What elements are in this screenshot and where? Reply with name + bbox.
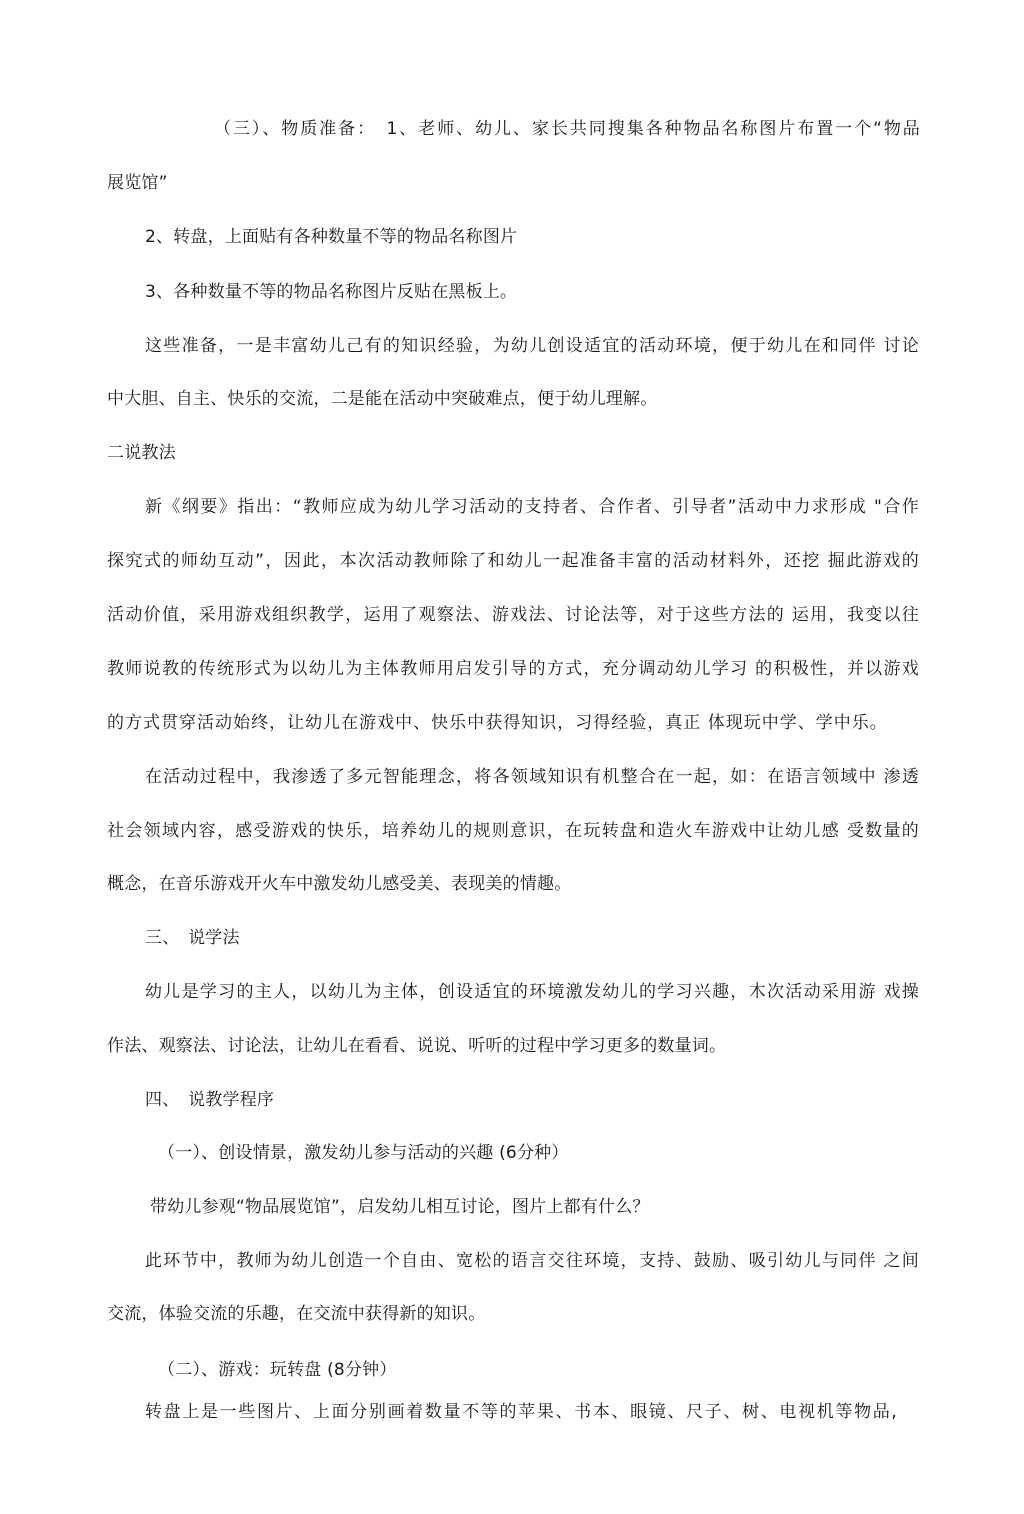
text-line: 展览馆” <box>107 173 168 193</box>
text-line: 3、各种数量不等的物品名称图片反贴在黑板上。 <box>145 282 518 302</box>
text-line: 交流，体验交流的乐趣，在交流中获得新的知识。 <box>107 1304 486 1324</box>
text-line: 此环节中，教师为幼儿创造一个自由、宽松的语言交往环境，支持、鼓励、吸引幼儿与同伴 之间 <box>145 1251 919 1271</box>
section-heading: 二说教法 <box>107 443 176 463</box>
text-line: 教师说教的传统形式为以幼儿为主体教师用启发引导的方式，充分调动幼儿学习 的积极性，并以游戏 <box>107 659 919 679</box>
text-line: 新《纲要》指出：“教师应成为幼儿学习活动的支持者、合作者、引导者”活动中力求形成 "合作 <box>145 497 919 517</box>
text-line: 社会领域内容，感受游戏的快乐，培养幼儿的规则意识，在玩转盘和造火车游戏中让幼儿感 受数量的 <box>107 821 919 841</box>
text-line: 转盘上是一些图片、上面分别画着数量不等的苹果、书本、眼镜、尺子、树、电视机等物品, <box>145 1402 897 1422</box>
section-heading: 三、 说学法 <box>145 928 240 948</box>
text-line: 的方式贯穿活动始终，让幼儿在游戏中、快乐中获得知识，习得经验，真正 体现玩中学、学中乐。 <box>107 713 887 733</box>
text-line: 中大胆、自主、快乐的交流，二是能在活动中突破难点，便于幼儿理解。 <box>107 389 658 409</box>
text-line: 概念，在音乐游戏开火车中激发幼儿感受美、表现美的情趣。 <box>107 874 572 894</box>
text-line: 作法、观察法、讨论法，让幼儿在看看、说说、听听的过程中学习更多的数量词。 <box>107 1036 727 1056</box>
text-line: 2、转盘，上面贴有各种数量不等的物品名称图片 <box>145 227 518 247</box>
text-line: 在活动过程中，我渗透了多元智能理念，将各领域知识有机整合在一起，如：在语言领域中 渗透 <box>145 767 919 787</box>
text-line: （三）、物质准备： 1、老师、幼儿、家长共同搜集各种物品名称图片布置一个“物品 <box>214 119 920 139</box>
section-heading: 四、 说教学程序 <box>145 1090 275 1110</box>
text-line: 带幼儿参观“物品展览馆”，启发幼儿相互讨论，图片上都有什么？ <box>150 1197 650 1217</box>
subsection-heading: （二）、游戏：玩转盘 (8分钟） <box>158 1360 397 1380</box>
text-line: 活动价值，采用游戏组织教学，运用了观察法、游戏法、讨论法等，对于这些方法的 运用，我变以往 <box>107 605 919 625</box>
text-line: 幼儿是学习的主人，以幼儿为主体，创设适宜的环境激发幼儿的学习兴趣，木次活动采用游 戏操 <box>145 982 919 1002</box>
text-line: 探究式的师幼互动”，因此，本次活动教师除了和幼儿一起准备丰富的活动材料外，还挖 掘此游戏的 <box>107 551 919 571</box>
subsection-heading: （一）、创设情景，激发幼儿参与活动的兴趣 (6分种） <box>158 1143 569 1163</box>
text-line: 这些准备，一是丰富幼儿己有的知识经验，为幼儿创设适宜的活动环境，便于幼儿在和同伴 讨论 <box>145 336 919 356</box>
